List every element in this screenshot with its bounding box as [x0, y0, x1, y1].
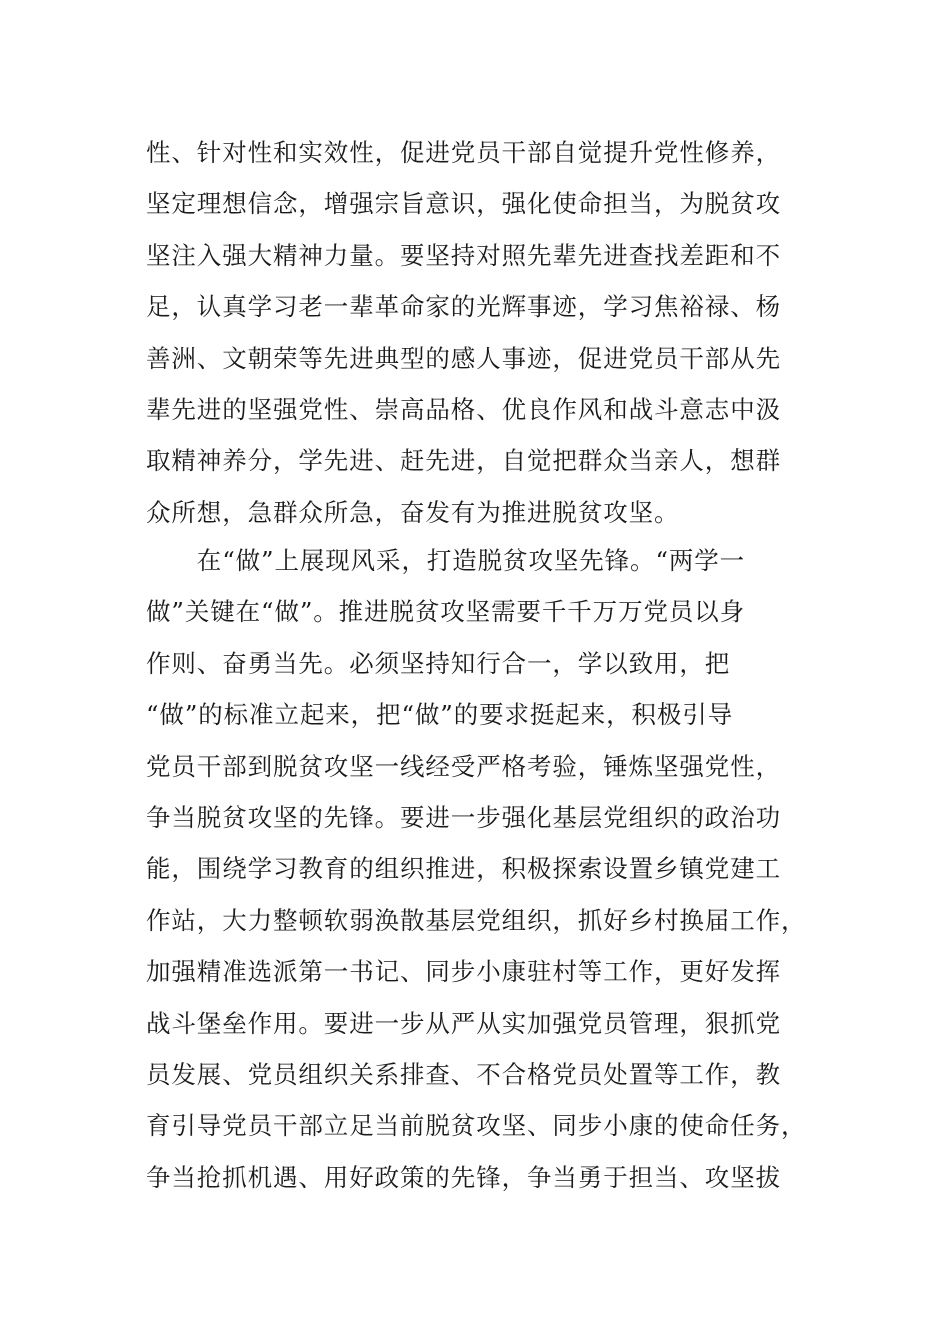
text-line: 员发展、党员组织关系排查、不合格党员处置等工作，教 — [146, 1059, 781, 1089]
text-line: 取精神养分，学先进、赶先进，自觉把群众当亲人，想群 — [146, 446, 781, 476]
text-line: 争当抢抓机遇、用好政策的先锋，争当勇于担当、攻坚拔 — [146, 1162, 781, 1192]
paragraph-2 — [146, 535, 818, 1203]
text-line: 育引导党员干部立足当前脱贫攻坚、同步小康的使命任务， — [146, 1111, 807, 1141]
text-line: 战斗堡垒作用。要进一步从严从实加强党员管理，狠抓党 — [146, 1008, 781, 1038]
text-line: 足，认真学习老一辈革命家的光辉事迹，学习焦裕禄、杨 — [146, 292, 781, 322]
text-line: 在“做”上展现风采，打造脱贫攻坚先锋。“两学一 — [146, 546, 746, 575]
text-line: 坚注入强大精神力量。要坚持对照先辈先进查找差距和不 — [146, 240, 781, 270]
text-line: 作站，大力整顿软弱涣散基层党组织，抓好乡村换届工作， — [146, 905, 807, 935]
text-line: 作则、奋勇当先。必须坚持知行合一，学以致用，把 — [146, 648, 731, 678]
text-line: 党员干部到脱贫攻坚一线经受严格考验，锤炼坚强党性， — [146, 751, 781, 781]
text-line: 做”关键在“做”。推进脱贫攻坚需要千千万万党员以身 — [146, 597, 746, 627]
text-line: 性、针对性和实效性，促进党员干部自觉提升党性修养， — [146, 138, 781, 167]
text-line: “做”的标准立起来，把“做”的要求挺起来，积极引导 — [146, 700, 734, 730]
text-line: 加强精准选派第一书记、同步小康驻村等工作，更好发挥 — [146, 957, 781, 987]
text-line: 众所想，急群众所急，奋发有为推进脱贫攻坚。 — [146, 497, 680, 527]
text-line: 善洲、文朝荣等先进典型的感人事迹，促进党员干部从先 — [146, 343, 781, 373]
text-line: 能，围绕学习教育的组织推进，积极探索设置乡镇党建工 — [146, 854, 781, 884]
text-line: 坚定理想信念，增强宗旨意识，强化使命担当，为脱贫攻 — [146, 189, 781, 219]
text-line: 争当脱贫攻坚的先锋。要进一步强化基层党组织的政治功 — [146, 802, 781, 832]
text-line: 辈先进的坚强党性、崇高品格、优良作风和战斗意志中汲 — [146, 394, 781, 424]
paragraph-1 — [146, 127, 818, 538]
